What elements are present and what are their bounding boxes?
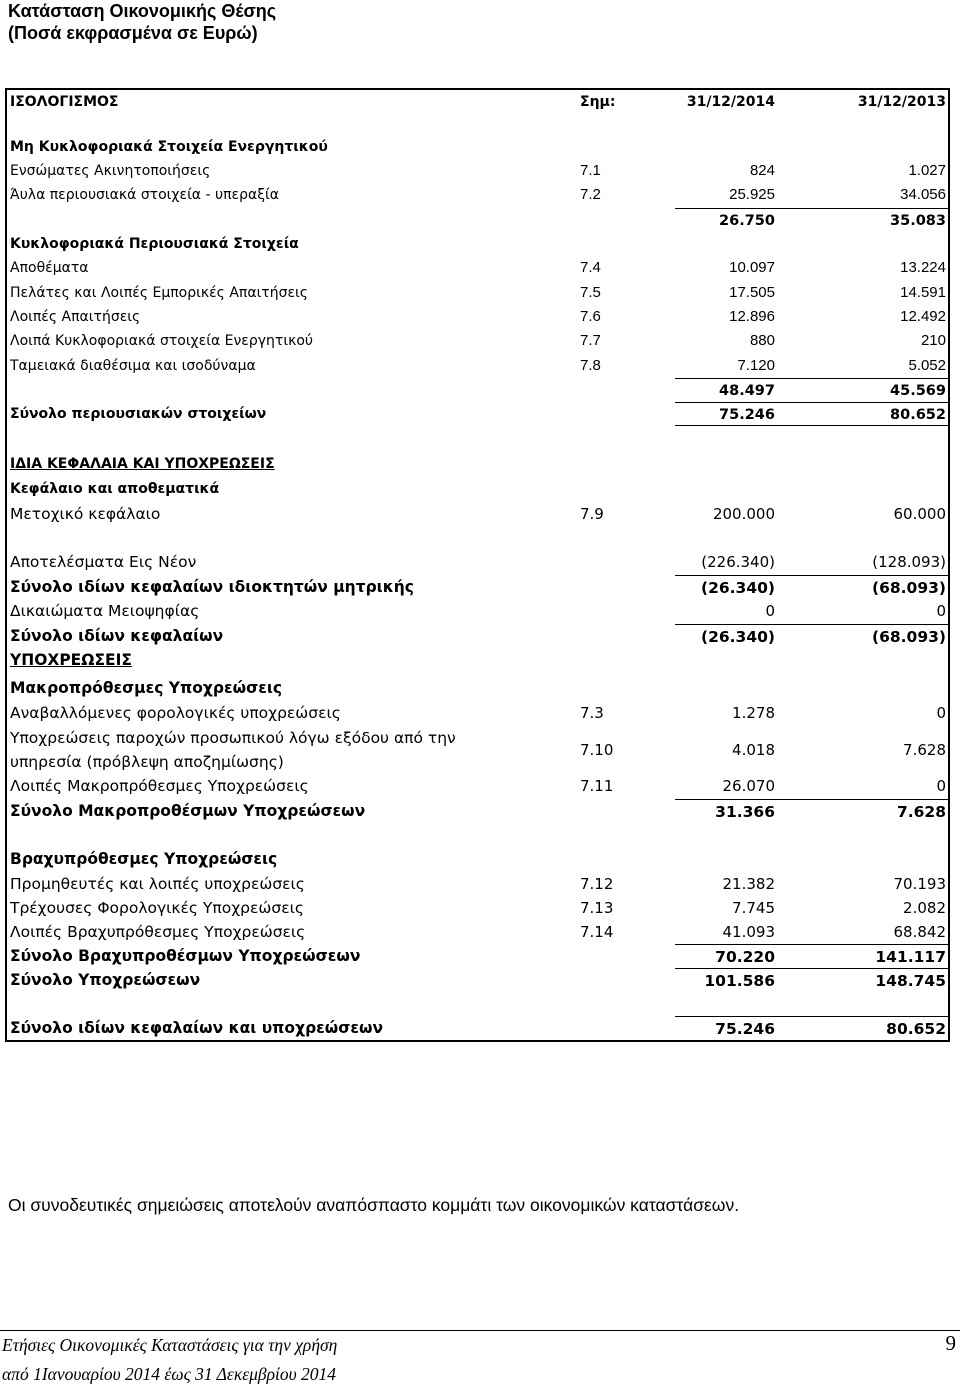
table-row bbox=[7, 159, 948, 183]
row-note: 7.3 bbox=[580, 704, 604, 722]
total-2013: 148.745 bbox=[779, 968, 948, 992]
row-label: Σύνολο Υποχρεώσεων bbox=[10, 971, 201, 989]
row-value-2013: 2.082 bbox=[903, 899, 946, 917]
row-value-2013: 68.842 bbox=[893, 923, 946, 941]
subtotal-2013: (68.093) bbox=[779, 575, 948, 599]
row-label: Σύνολο ιδίων κεφαλαίων bbox=[10, 627, 224, 645]
subtotal-2014: 26.750 bbox=[675, 208, 779, 232]
subtotal-row bbox=[7, 208, 948, 232]
row-value-2013: (128.093) bbox=[872, 553, 946, 571]
row-label: Λοιπές Μακροπρόθεσμες Υποχρεώσεις bbox=[10, 777, 309, 795]
row-label: Λοιπές Απαιτήσεις bbox=[10, 309, 141, 325]
row-value-2014: 200.000 bbox=[712, 505, 775, 523]
row-note: 7.10 bbox=[580, 741, 614, 759]
row-value-2014: 10.097 bbox=[729, 259, 775, 276]
section-heading bbox=[7, 477, 948, 501]
row-label: Σύνολο ιδίων κεφαλαίων και υποχρεώσεων bbox=[10, 1019, 383, 1037]
current-liabilities-heading: Βραχυπρόθεσμες Υποχρεώσεις bbox=[10, 850, 278, 868]
table-row bbox=[7, 183, 948, 207]
total-2014: 75.246 bbox=[675, 1016, 779, 1040]
row-value-2014: 26.070 bbox=[722, 777, 775, 795]
section-heading bbox=[7, 232, 948, 256]
header-col-2013: 31/12/2013 bbox=[857, 94, 946, 110]
subtotal-row bbox=[7, 944, 948, 968]
section-heading bbox=[7, 676, 948, 700]
balance-sheet-table bbox=[5, 88, 950, 1042]
row-value-2013: 14.591 bbox=[900, 284, 946, 301]
row-label: Αποθέματα bbox=[10, 260, 89, 276]
footnote: Οι συνοδευτικές σημειώσεις αποτελούν αναπόσπαστο κομμάτι των οικονομικών καταστάσεων. bbox=[8, 1195, 740, 1215]
row-label-line: υπηρεσία (πρόβλεψη αποζημίωσης) bbox=[10, 753, 284, 771]
subtotal-2014: (26.340) bbox=[675, 575, 779, 599]
row-note: 7.1 bbox=[580, 162, 601, 179]
total-liabilities-row bbox=[7, 968, 948, 992]
row-label: Λοιπά Κυκλοφοριακά στοιχεία Ενεργητικού bbox=[10, 333, 313, 349]
non-current-liabilities-heading: Μακροπρόθεσμες Υποχρεώσεις bbox=[10, 679, 283, 697]
row-label: Προμηθευτές και λοιπές υποχρεώσεις bbox=[10, 875, 305, 893]
row-value-2013: 60.000 bbox=[893, 505, 946, 523]
subtotal-2014: 31.366 bbox=[675, 799, 779, 823]
subtotal-2013: 35.083 bbox=[779, 208, 948, 232]
row-value-2013: 210 bbox=[920, 332, 946, 349]
non-current-assets-heading: Μη Κυκλοφοριακά Στοιχεία Ενεργητικού bbox=[10, 139, 328, 155]
row-label bbox=[10, 726, 456, 774]
table-row bbox=[7, 872, 948, 896]
row-value-2014: 41.093 bbox=[722, 923, 775, 941]
row-value-2014: (226.340) bbox=[701, 553, 775, 571]
row-value-2013: 7.628 bbox=[903, 741, 946, 759]
table-row bbox=[7, 920, 948, 944]
row-label: Σύνολο ιδίων κεφαλαίων ιδιοκτητών μητρικής bbox=[10, 578, 414, 596]
subtotal-2013: 141.117 bbox=[779, 944, 948, 968]
row-value-2014: 7.745 bbox=[732, 899, 775, 917]
grand-total-row bbox=[7, 1016, 948, 1040]
row-note: 7.5 bbox=[580, 284, 601, 301]
statement-title: Κατάσταση Οικονομικής Θέσης bbox=[8, 1, 277, 21]
row-note: 7.2 bbox=[580, 186, 601, 203]
row-label: Σύνολο Μακροπροθέσμων Υποχρεώσεων bbox=[10, 802, 366, 820]
row-value-2014: 824 bbox=[749, 162, 775, 179]
row-note: 7.4 bbox=[580, 259, 601, 276]
row-label: Αποτελέσματα Εις Νέον bbox=[10, 553, 197, 571]
table-row bbox=[7, 305, 948, 329]
subtotal-row bbox=[7, 575, 948, 599]
table-row bbox=[7, 726, 948, 774]
header-label: ΙΣΟΛΟΓΙΣΜΟΣ bbox=[10, 94, 119, 110]
table-row bbox=[7, 281, 948, 305]
table-row bbox=[7, 354, 948, 378]
section-heading bbox=[7, 648, 948, 672]
total-2014: 101.586 bbox=[675, 968, 779, 992]
row-value-2014: 12.896 bbox=[729, 308, 775, 325]
row-note: 7.14 bbox=[580, 923, 614, 941]
equity-liabilities-heading: ΙΔΙΑ ΚΕΦΑΛΑΙΑ ΚΑΙ ΥΠΟΧΡΕΩΣΕΙΣ bbox=[10, 456, 275, 472]
row-label: Αναβαλλόμενες φορολογικές υποχρεώσεις bbox=[10, 704, 341, 722]
row-note: 7.11 bbox=[580, 777, 614, 795]
statement-subtitle: (Ποσά εκφρασμένα σε Ευρώ) bbox=[8, 23, 258, 43]
footer-divider bbox=[0, 1330, 960, 1331]
equity-heading: Κεφάλαιο και αποθεματικά bbox=[10, 481, 220, 497]
table-row bbox=[7, 774, 948, 798]
subtotal-2013: 45.569 bbox=[779, 378, 948, 402]
row-value-2013: 0 bbox=[936, 704, 946, 722]
table-row bbox=[7, 896, 948, 920]
footer-line-1: Ετήσιες Οικονομικές Καταστάσεις για την χρήση bbox=[2, 1335, 338, 1355]
header-note: Σημ: bbox=[580, 94, 616, 110]
row-label: Ενσώματες Ακινητοποιήσεις bbox=[10, 163, 211, 179]
current-assets-heading: Κυκλοφοριακά Περιουσιακά Στοιχεία bbox=[10, 236, 299, 252]
row-value-2013: 1.027 bbox=[908, 162, 946, 179]
row-value-2014: 4.018 bbox=[732, 741, 775, 759]
row-label: Πελάτες και Λοιπές Εμπορικές Απαιτήσεις bbox=[10, 285, 309, 301]
row-note: 7.12 bbox=[580, 875, 614, 893]
row-value-2013: 13.224 bbox=[900, 259, 946, 276]
subtotal-2013: 7.628 bbox=[779, 799, 948, 823]
row-note: 7.6 bbox=[580, 308, 601, 325]
row-value-2013: 34.056 bbox=[900, 186, 946, 203]
total-assets-row bbox=[7, 402, 948, 426]
footer-line-2: από 1Ιανουαρίου 2014 έως 31 Δεκεμβρίου 2014 bbox=[2, 1364, 337, 1384]
row-value-2014: 7.120 bbox=[737, 357, 775, 374]
row-value-2013: 0 bbox=[936, 777, 946, 795]
row-value-2013: 70.193 bbox=[893, 875, 946, 893]
row-value-2014: 0 bbox=[765, 602, 775, 620]
row-value-2014: 880 bbox=[749, 332, 775, 349]
table-header-row bbox=[7, 90, 948, 114]
page-number: 9 bbox=[945, 1331, 956, 1355]
row-label: Μετοχικό κεφάλαιο bbox=[10, 505, 161, 523]
section-heading bbox=[7, 135, 948, 159]
total-2013: 80.652 bbox=[779, 402, 948, 426]
subtotal-row bbox=[7, 799, 948, 823]
table-row bbox=[7, 256, 948, 280]
row-label: Σύνολο περιουσιακών στοιχείων bbox=[10, 406, 267, 422]
table-row bbox=[7, 329, 948, 353]
row-value-2014: 17.505 bbox=[729, 284, 775, 301]
total-2014: 75.246 bbox=[675, 402, 779, 426]
row-label: Λοιπές Βραχυπρόθεσμες Υποχρεώσεις bbox=[10, 923, 306, 941]
row-note: 7.8 bbox=[580, 357, 601, 374]
row-label-line: Υποχρεώσεις παροχών προσωπικού λόγω εξόδου από την bbox=[10, 729, 456, 747]
row-label: Άυλα περιουσιακά στοιχεία - υπεραξία bbox=[10, 187, 279, 203]
row-value-2013: 5.052 bbox=[908, 357, 946, 374]
row-label: Ταμειακά διαθέσιμα και ισοδύναμα bbox=[10, 358, 256, 374]
table-row bbox=[7, 599, 948, 623]
row-note: 7.7 bbox=[580, 332, 601, 349]
row-note: 7.13 bbox=[580, 899, 614, 917]
row-value-2014: 21.382 bbox=[722, 875, 775, 893]
subtotal-2014: 48.497 bbox=[675, 378, 779, 402]
section-heading bbox=[7, 847, 948, 871]
section-heading bbox=[7, 452, 948, 476]
row-value-2014: 25.925 bbox=[729, 186, 775, 203]
row-value-2013: 12.492 bbox=[900, 308, 946, 325]
total-equity-row bbox=[7, 624, 948, 648]
table-row bbox=[7, 701, 948, 725]
liabilities-heading: ΥΠΟΧΡΕΩΣΕΙΣ bbox=[10, 651, 132, 669]
row-label: Σύνολο Βραχυπροθέσμων Υποχρεώσεων bbox=[10, 947, 361, 965]
row-value-2014: 1.278 bbox=[732, 704, 775, 722]
total-2013: 80.652 bbox=[779, 1016, 948, 1040]
row-label: Τρέχουσες Φορολογικές Υποχρεώσεις bbox=[10, 899, 304, 917]
header-col-2014: 31/12/2014 bbox=[686, 94, 775, 110]
total-2013: (68.093) bbox=[779, 624, 948, 648]
total-2014: (26.340) bbox=[675, 624, 779, 648]
table-row bbox=[7, 502, 948, 526]
row-value-2013: 0 bbox=[936, 602, 946, 620]
subtotal-2014: 70.220 bbox=[675, 944, 779, 968]
row-note: 7.9 bbox=[580, 505, 604, 523]
table-row bbox=[7, 550, 948, 574]
subtotal-row bbox=[7, 378, 948, 402]
row-label: Δικαιώματα Μειοψηφίας bbox=[10, 602, 200, 620]
